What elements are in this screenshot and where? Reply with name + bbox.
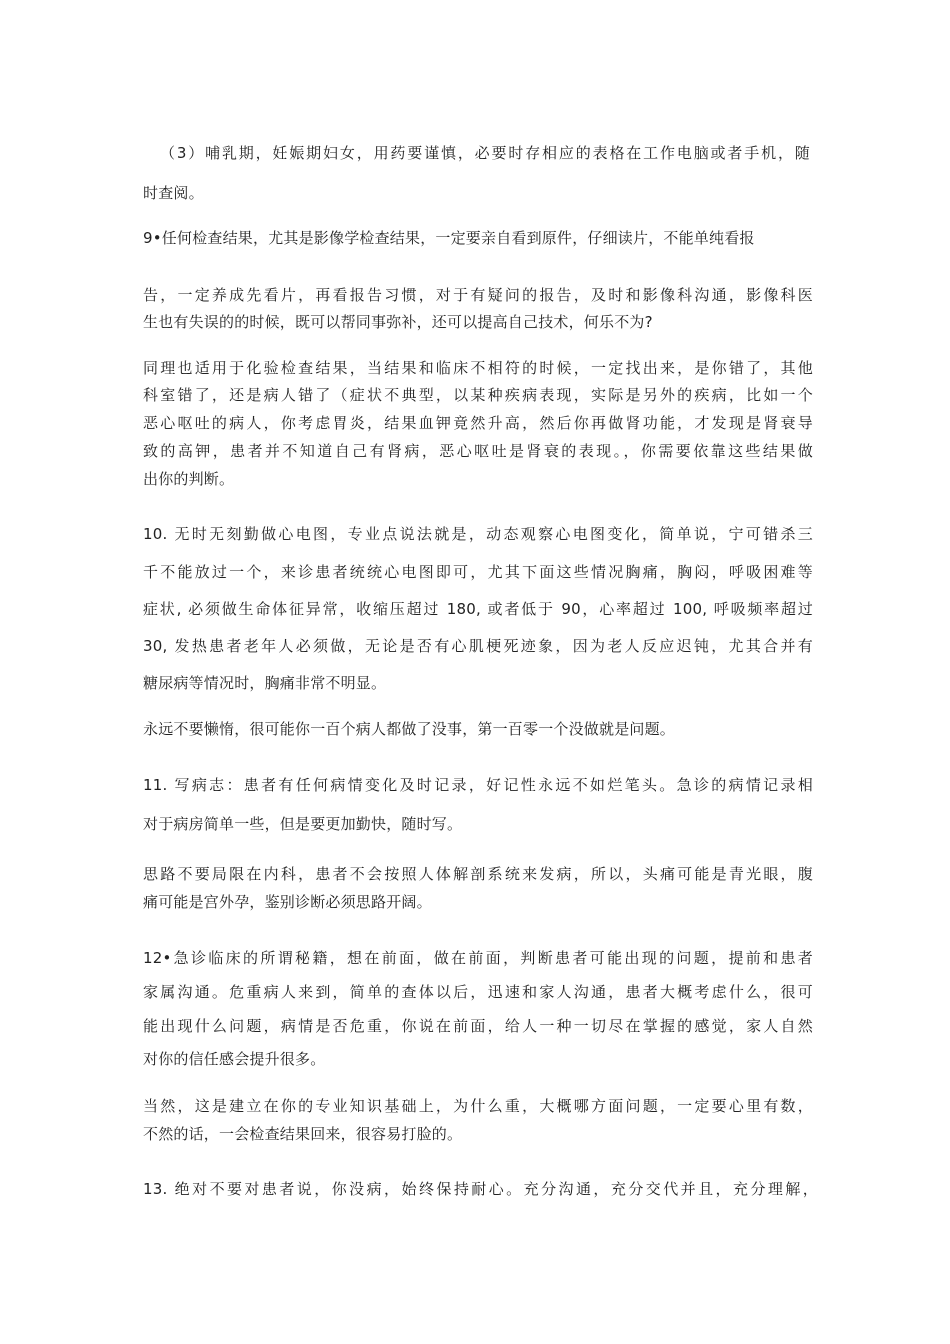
paragraph-line: 时查阅。 (143, 184, 204, 202)
paragraph-line: 思路不要局限在内科，患者不会按照人体解剖系统来发病，所以，头痛可能是青光眼，腹 (143, 865, 813, 883)
paragraph-line: 当然，这是建立在你的专业知识基础上，为什么重，大概哪方面问题，一定要心里有数， (143, 1097, 813, 1115)
paragraph-line: 对你的信任感会提升很多。 (143, 1050, 326, 1068)
paragraph-line: 千不能放过一个，来诊患者统统心电图即可，尤其下面这些情况胸痛，胸闷，呼吸困难等 (143, 563, 813, 581)
paragraph-line: 11. 写病志：患者有任何病情变化及时记录，好记性永远不如烂笔头。急诊的病情记录相 (143, 776, 813, 794)
paragraph-line: 不然的话，一会检查结果回来，很容易打脸的。 (143, 1125, 463, 1143)
paragraph-line: 症状, 必须做生命体征异常，收缩压超过 180, 或者低于 90，心率超过 100, 呼吸频率超过 (143, 600, 813, 618)
paragraph-line: 10. 无时无刻勤做心电图，专业点说法就是，动态观察心电图变化，简单说，宁可错杀三 (143, 525, 813, 543)
paragraph-line: 永远不要懒惰，很可能你一百个病人都做了没事，第一百零一个没做就是问题。 (143, 720, 676, 738)
paragraph-line: 糖尿病等情况时，胸痛非常不明显。 (143, 674, 387, 692)
paragraph-line: 痛可能是宫外孕，鉴别诊断必须思路开阔。 (143, 893, 432, 911)
paragraph-line: （3）哺乳期，妊娠期妇女，用药要谨慎，必要时存相应的表格在工作电脑或者手机，随 (160, 144, 810, 162)
paragraph-line: 生也有失误的的时候，既可以帮同事弥补，还可以提高自己技术，何乐不为? (143, 313, 653, 331)
paragraph-line: 恶心呕吐的病人，你考虑胃炎，结果血钾竟然升高，然后你再做肾功能，才发现是肾衰导 (143, 414, 813, 432)
paragraph-line: 能出现什么问题，病情是否危重，你说在前面，给人一种一切尽在掌握的感觉，家人自然 (143, 1017, 813, 1035)
paragraph-line: 同理也适用于化验检查结果，当结果和临床不相符的时候，一定找出来，是你错了，其他 (143, 359, 813, 377)
paragraph-line: 出你的判断。 (143, 470, 235, 488)
paragraph-line: 30, 发热患者老年人必须做，无论是否有心肌梗死迹象，因为老人反应迟钝，尤其合并有 (143, 637, 813, 655)
paragraph-line: 科室错了，还是病人错了（症状不典型，以某种疾病表现，实际是另外的疾病，比如一个 (143, 386, 813, 404)
paragraph-line: 家属沟通。危重病人来到，简单的查体以后，迅速和家人沟通，患者大概考虑什么，很可 (143, 983, 813, 1001)
paragraph-line: 12•急诊临床的所谓秘籍，想在前面，做在前面，判断患者可能出现的问题，提前和患者 (143, 949, 813, 967)
paragraph-line: 13. 绝对不要对患者说，你没病，始终保持耐心。充分沟通，充分交代并且，充分理解， (143, 1180, 818, 1198)
paragraph-line: 9•任何检查结果，尤其是影像学检查结果，一定要亲自看到原件，仔细读片，不能单纯看报 (143, 229, 755, 247)
paragraph-line: 致的高钾，患者并不知道自己有肾病，恶心呕吐是肾衰的表现。，你需要依靠这些结果做 (143, 442, 813, 460)
paragraph-line: 告，一定养成先看片，再看报告习惯，对于有疑问的报告，及时和影像科沟通，影像科医 (143, 286, 813, 304)
paragraph-line: 对于病房简单一些，但是要更加勤快，随时写。 (143, 815, 463, 833)
